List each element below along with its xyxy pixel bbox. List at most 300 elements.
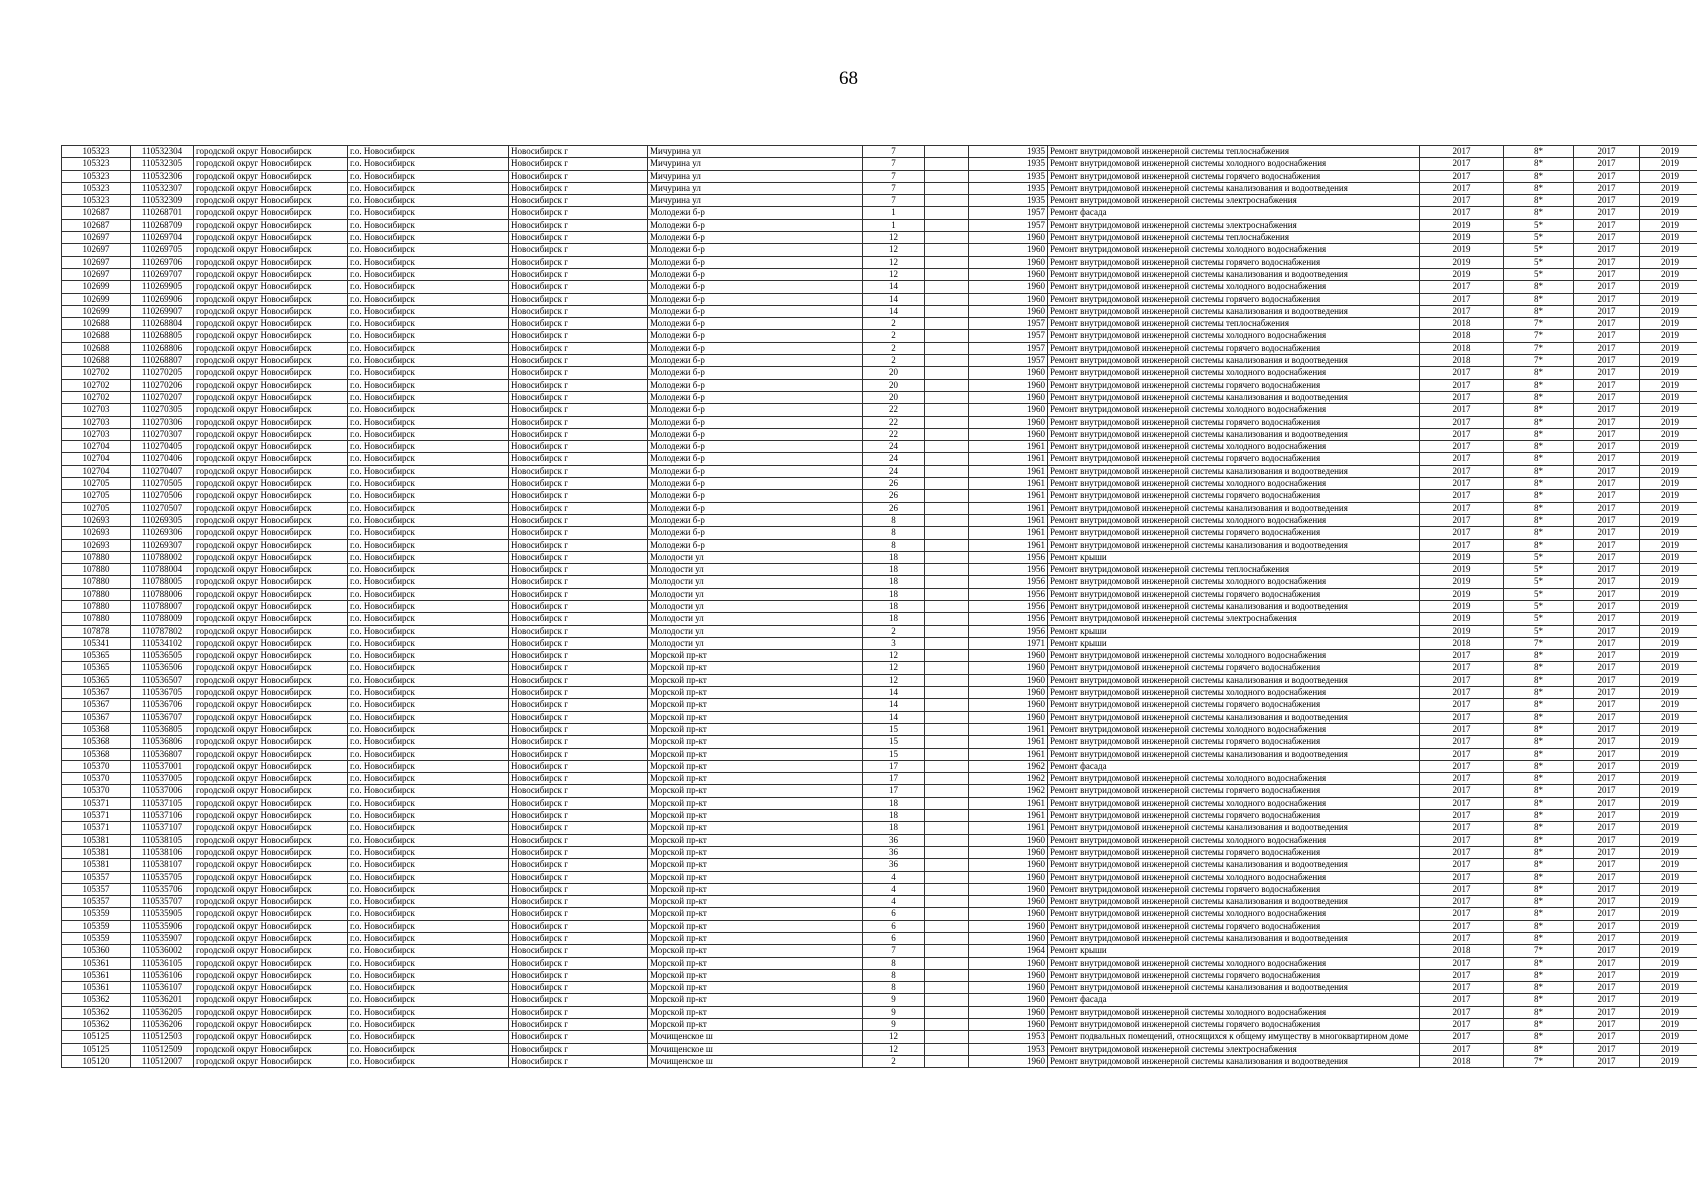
cell-street: Морской пр-кт <box>648 994 863 1006</box>
cell-city: Новосибирск г <box>509 281 648 293</box>
cell-code: 110536506 <box>131 662 194 674</box>
cell-end_year: 2019 <box>1640 982 1697 994</box>
cell-city: Новосибирск г <box>509 318 648 330</box>
cell-term: 5* <box>1504 256 1574 268</box>
cell-work: Ремонт внутридомовой инженерной системы горячего водоснабжения <box>1048 256 1420 268</box>
cell-municipality: городской округ Новосибирск <box>194 711 348 723</box>
cell-building <box>925 945 969 957</box>
cell-end_year: 2019 <box>1640 219 1697 231</box>
cell-house: 12 <box>863 1031 925 1043</box>
cell-start_year: 2017 <box>1574 551 1640 563</box>
cell-house: 14 <box>863 711 925 723</box>
cell-work: Ремонт внутридомовой инженерной системы холодного водоснабжения <box>1048 158 1420 170</box>
cell-street: Мичурина ул <box>648 146 863 158</box>
cell-year: 1960 <box>969 687 1048 699</box>
table-row <box>62 1043 1697 1055</box>
cell-building <box>925 859 969 871</box>
cell-settlement: г.о. Новосибирск <box>348 773 509 785</box>
cell-year: 1957 <box>969 219 1048 231</box>
cell-city: Новосибирск г <box>509 920 648 932</box>
cell-street: Морской пр-кт <box>648 834 863 846</box>
table-row <box>62 355 1697 367</box>
cell-year: 1960 <box>969 1055 1048 1067</box>
cell-municipality: городской округ Новосибирск <box>194 896 348 908</box>
cell-city: Новосибирск г <box>509 428 648 440</box>
cell-year: 1961 <box>969 514 1048 526</box>
cell-end_year: 2019 <box>1640 232 1697 244</box>
cell-end_year: 2019 <box>1640 687 1697 699</box>
cell-year: 1960 <box>969 834 1048 846</box>
cell-id: 105357 <box>62 896 131 908</box>
cell-house: 2 <box>863 342 925 354</box>
cell-year: 1960 <box>969 305 1048 317</box>
cell-code: 110536805 <box>131 723 194 735</box>
cell-municipality: городской округ Новосибирск <box>194 625 348 637</box>
cell-code: 110536806 <box>131 736 194 748</box>
cell-code: 110270506 <box>131 490 194 502</box>
cell-start_year: 2017 <box>1574 244 1640 256</box>
cell-house: 3 <box>863 637 925 649</box>
cell-start_year: 2017 <box>1574 871 1640 883</box>
cell-settlement: г.о. Новосибирск <box>348 736 509 748</box>
cell-work: Ремонт внутридомовой инженерной системы холодного водоснабжения <box>1048 871 1420 883</box>
cell-start_year: 2017 <box>1574 736 1640 748</box>
cell-building <box>925 785 969 797</box>
cell-work: Ремонт внутридомовой инженерной системы горячего водоснабжения <box>1048 736 1420 748</box>
cell-plan_year: 2017 <box>1420 453 1504 465</box>
cell-settlement: г.о. Новосибирск <box>348 699 509 711</box>
cell-end_year: 2019 <box>1640 994 1697 1006</box>
table-row <box>62 391 1697 403</box>
cell-work: Ремонт внутридомовой инженерной системы холодного водоснабжения <box>1048 514 1420 526</box>
cell-id: 105367 <box>62 687 131 699</box>
cell-plan_year: 2017 <box>1420 428 1504 440</box>
cell-work: Ремонт внутридомовой инженерной системы электроснабжения <box>1048 613 1420 625</box>
cell-id: 107880 <box>62 600 131 612</box>
cell-building <box>925 748 969 760</box>
cell-start_year: 2017 <box>1574 650 1640 662</box>
cell-plan_year: 2018 <box>1420 330 1504 342</box>
cell-municipality: городской округ Новосибирск <box>194 957 348 969</box>
cell-street: Молодежи б-р <box>648 232 863 244</box>
cell-city: Новосибирск г <box>509 785 648 797</box>
cell-term: 8* <box>1504 1043 1574 1055</box>
cell-street: Молодежи б-р <box>648 404 863 416</box>
table-row <box>62 146 1697 158</box>
cell-city: Новосибирск г <box>509 244 648 256</box>
cell-house: 26 <box>863 490 925 502</box>
cell-city: Новосибирск г <box>509 945 648 957</box>
cell-building <box>925 760 969 772</box>
cell-house: 4 <box>863 871 925 883</box>
cell-term: 5* <box>1504 588 1574 600</box>
cell-municipality: городской округ Новосибирск <box>194 146 348 158</box>
cell-end_year: 2019 <box>1640 896 1697 908</box>
cell-work: Ремонт внутридомовой инженерной системы холодного водоснабжения <box>1048 687 1420 699</box>
cell-building <box>925 232 969 244</box>
cell-municipality: городской округ Новосибирск <box>194 613 348 625</box>
cell-settlement: г.о. Новосибирск <box>348 822 509 834</box>
cell-house: 8 <box>863 982 925 994</box>
cell-house: 12 <box>863 1043 925 1055</box>
cell-start_year: 2017 <box>1574 268 1640 280</box>
cell-start_year: 2017 <box>1574 588 1640 600</box>
cell-term: 8* <box>1504 207 1574 219</box>
cell-municipality: городской округ Новосибирск <box>194 330 348 342</box>
cell-house: 26 <box>863 478 925 490</box>
cell-code: 110536206 <box>131 1019 194 1031</box>
cell-end_year: 2019 <box>1640 514 1697 526</box>
cell-year: 1960 <box>969 896 1048 908</box>
cell-code: 110536201 <box>131 994 194 1006</box>
cell-id: 105365 <box>62 662 131 674</box>
cell-term: 8* <box>1504 404 1574 416</box>
cell-id: 105368 <box>62 736 131 748</box>
table-row <box>62 588 1697 600</box>
cell-term: 8* <box>1504 736 1574 748</box>
cell-start_year: 2017 <box>1574 1006 1640 1018</box>
cell-house: 8 <box>863 969 925 981</box>
cell-municipality: городской округ Новосибирск <box>194 564 348 576</box>
cell-street: Молодежи б-р <box>648 318 863 330</box>
cell-house: 18 <box>863 600 925 612</box>
cell-code: 110269907 <box>131 305 194 317</box>
cell-municipality: городской округ Новосибирск <box>194 760 348 772</box>
cell-term: 8* <box>1504 416 1574 428</box>
table-row <box>62 453 1697 465</box>
cell-plan_year: 2017 <box>1420 773 1504 785</box>
cell-city: Новосибирск г <box>509 146 648 158</box>
cell-building <box>925 256 969 268</box>
cell-id: 107878 <box>62 625 131 637</box>
cell-building <box>925 1006 969 1018</box>
cell-start_year: 2017 <box>1574 453 1640 465</box>
cell-street: Морской пр-кт <box>648 650 863 662</box>
cell-settlement: г.о. Новосибирск <box>348 453 509 465</box>
cell-year: 1960 <box>969 650 1048 662</box>
cell-code: 110269704 <box>131 232 194 244</box>
table-row <box>62 404 1697 416</box>
cell-municipality: городской округ Новосибирск <box>194 1043 348 1055</box>
cell-municipality: городской округ Новосибирск <box>194 490 348 502</box>
cell-municipality: городской округ Новосибирск <box>194 699 348 711</box>
cell-code: 110787802 <box>131 625 194 637</box>
cell-id: 105323 <box>62 146 131 158</box>
cell-municipality: городской округ Новосибирск <box>194 982 348 994</box>
cell-end_year: 2019 <box>1640 797 1697 809</box>
cell-code: 110538106 <box>131 846 194 858</box>
table-row <box>62 1019 1697 1031</box>
table-row <box>62 933 1697 945</box>
cell-plan_year: 2017 <box>1420 404 1504 416</box>
cell-building <box>925 158 969 170</box>
cell-house: 9 <box>863 1006 925 1018</box>
cell-end_year: 2019 <box>1640 281 1697 293</box>
cell-municipality: городской округ Новосибирск <box>194 1006 348 1018</box>
cell-work: Ремонт внутридомовой инженерной системы канализования и водоотведения <box>1048 1055 1420 1067</box>
cell-plan_year: 2018 <box>1420 318 1504 330</box>
cell-end_year: 2019 <box>1640 330 1697 342</box>
cell-year: 1935 <box>969 195 1048 207</box>
cell-code: 110269307 <box>131 539 194 551</box>
cell-settlement: г.о. Новосибирск <box>348 318 509 330</box>
cell-year: 1960 <box>969 957 1048 969</box>
cell-house: 36 <box>863 834 925 846</box>
cell-term: 8* <box>1504 281 1574 293</box>
cell-building <box>925 478 969 490</box>
cell-city: Новосибирск г <box>509 982 648 994</box>
cell-year: 1964 <box>969 945 1048 957</box>
cell-end_year: 2019 <box>1640 1043 1697 1055</box>
cell-term: 8* <box>1504 514 1574 526</box>
cell-start_year: 2017 <box>1574 256 1640 268</box>
cell-plan_year: 2019 <box>1420 232 1504 244</box>
cell-start_year: 2017 <box>1574 969 1640 981</box>
cell-municipality: городской округ Новосибирск <box>194 158 348 170</box>
table-row <box>62 293 1697 305</box>
cell-start_year: 2017 <box>1574 305 1640 317</box>
cell-term: 8* <box>1504 367 1574 379</box>
cell-term: 8* <box>1504 195 1574 207</box>
cell-work: Ремонт внутридомовой инженерной системы холодного водоснабжения <box>1048 441 1420 453</box>
cell-settlement: г.о. Новосибирск <box>348 551 509 563</box>
cell-year: 1953 <box>969 1043 1048 1055</box>
cell-house: 2 <box>863 318 925 330</box>
cell-city: Новосибирск г <box>509 957 648 969</box>
cell-code: 110537106 <box>131 810 194 822</box>
cell-work: Ремонт внутридомовой инженерной системы канализования и водоотведения <box>1048 748 1420 760</box>
cell-municipality: городской округ Новосибирск <box>194 723 348 735</box>
cell-work: Ремонт внутридомовой инженерной системы горячего водоснабжения <box>1048 416 1420 428</box>
cell-street: Молодежи б-р <box>648 502 863 514</box>
cell-municipality: городской округ Новосибирск <box>194 600 348 612</box>
cell-work: Ремонт внутридомовой инженерной системы канализования и водоотведения <box>1048 465 1420 477</box>
cell-end_year: 2019 <box>1640 428 1697 440</box>
cell-year: 1961 <box>969 465 1048 477</box>
cell-end_year: 2019 <box>1640 170 1697 182</box>
cell-work: Ремонт внутридомовой инженерной системы холодного водоснабжения <box>1048 330 1420 342</box>
cell-municipality: городской округ Новосибирск <box>194 342 348 354</box>
cell-code: 110270205 <box>131 367 194 379</box>
cell-term: 7* <box>1504 342 1574 354</box>
cell-start_year: 2017 <box>1574 391 1640 403</box>
cell-plan_year: 2019 <box>1420 625 1504 637</box>
cell-city: Новосибирск г <box>509 1031 648 1043</box>
cell-city: Новосибирск г <box>509 859 648 871</box>
cell-municipality: городской округ Новосибирск <box>194 170 348 182</box>
cell-work: Ремонт внутридомовой инженерной системы холодного водоснабжения <box>1048 957 1420 969</box>
table-row <box>62 613 1697 625</box>
cell-house: 12 <box>863 256 925 268</box>
cell-city: Новосибирск г <box>509 625 648 637</box>
cell-street: Молодежи б-р <box>648 465 863 477</box>
cell-building <box>925 662 969 674</box>
cell-street: Молодежи б-р <box>648 416 863 428</box>
cell-municipality: городской округ Новосибирск <box>194 256 348 268</box>
cell-id: 107880 <box>62 564 131 576</box>
cell-term: 8* <box>1504 527 1574 539</box>
cell-code: 110268701 <box>131 207 194 219</box>
cell-municipality: городской округ Новосибирск <box>194 662 348 674</box>
cell-street: Молодежи б-р <box>648 256 863 268</box>
cell-start_year: 2017 <box>1574 773 1640 785</box>
table-row <box>62 1006 1697 1018</box>
cell-end_year: 2019 <box>1640 650 1697 662</box>
table-row <box>62 281 1697 293</box>
cell-municipality: городской округ Новосибирск <box>194 773 348 785</box>
cell-settlement: г.о. Новосибирск <box>348 379 509 391</box>
cell-end_year: 2019 <box>1640 613 1697 625</box>
cell-end_year: 2019 <box>1640 588 1697 600</box>
cell-code: 110270407 <box>131 465 194 477</box>
cell-house: 8 <box>863 514 925 526</box>
cell-plan_year: 2017 <box>1420 674 1504 686</box>
cell-year: 1935 <box>969 170 1048 182</box>
cell-term: 7* <box>1504 637 1574 649</box>
cell-year: 1935 <box>969 158 1048 170</box>
cell-city: Новосибирск г <box>509 330 648 342</box>
cell-year: 1960 <box>969 674 1048 686</box>
cell-house: 2 <box>863 330 925 342</box>
cell-city: Новосибирск г <box>509 846 648 858</box>
cell-start_year: 2017 <box>1574 219 1640 231</box>
cell-building <box>925 933 969 945</box>
cell-code: 110536507 <box>131 674 194 686</box>
cell-code: 110270305 <box>131 404 194 416</box>
cell-work: Ремонт внутридомовой инженерной системы холодного водоснабжения <box>1048 723 1420 735</box>
cell-start_year: 2017 <box>1574 613 1640 625</box>
cell-building <box>925 564 969 576</box>
cell-settlement: г.о. Новосибирск <box>348 662 509 674</box>
cell-municipality: городской округ Новосибирск <box>194 305 348 317</box>
cell-street: Морской пр-кт <box>648 822 863 834</box>
cell-municipality: городской округ Новосибирск <box>194 281 348 293</box>
cell-house: 12 <box>863 268 925 280</box>
cell-work: Ремонт подвальных помещений, относящихся к общему имуществу в многоквартирном доме <box>1048 1031 1420 1043</box>
cell-code: 110788005 <box>131 576 194 588</box>
cell-start_year: 2017 <box>1574 908 1640 920</box>
cell-house: 7 <box>863 146 925 158</box>
cell-city: Новосибирск г <box>509 453 648 465</box>
cell-house: 14 <box>863 281 925 293</box>
cell-end_year: 2019 <box>1640 539 1697 551</box>
table-row <box>62 859 1697 871</box>
cell-building <box>925 723 969 735</box>
cell-id: 105361 <box>62 957 131 969</box>
cell-house: 24 <box>863 441 925 453</box>
cell-start_year: 2017 <box>1574 146 1640 158</box>
table-row <box>62 158 1697 170</box>
cell-end_year: 2019 <box>1640 207 1697 219</box>
cell-municipality: городской округ Новосибирск <box>194 1031 348 1043</box>
cell-end_year: 2019 <box>1640 490 1697 502</box>
cell-term: 8* <box>1504 908 1574 920</box>
cell-settlement: г.о. Новосибирск <box>348 637 509 649</box>
cell-house: 1 <box>863 207 925 219</box>
cell-code: 110269705 <box>131 244 194 256</box>
cell-start_year: 2017 <box>1574 994 1640 1006</box>
cell-city: Новосибирск г <box>509 834 648 846</box>
cell-building <box>925 305 969 317</box>
cell-work: Ремонт внутридомовой инженерной системы канализования и водоотведения <box>1048 674 1420 686</box>
cell-start_year: 2017 <box>1574 441 1640 453</box>
cell-work: Ремонт внутридомовой инженерной системы холодного водоснабжения <box>1048 478 1420 490</box>
cell-house: 18 <box>863 576 925 588</box>
table-row <box>62 846 1697 858</box>
cell-year: 1961 <box>969 453 1048 465</box>
cell-end_year: 2019 <box>1640 711 1697 723</box>
cell-start_year: 2017 <box>1574 207 1640 219</box>
cell-plan_year: 2019 <box>1420 564 1504 576</box>
cell-year: 1960 <box>969 1006 1048 1018</box>
cell-work: Ремонт крыши <box>1048 551 1420 563</box>
table-row <box>62 576 1697 588</box>
cell-year: 1960 <box>969 662 1048 674</box>
cell-house: 36 <box>863 846 925 858</box>
cell-city: Новосибирск г <box>509 637 648 649</box>
cell-work: Ремонт внутридомовой инженерной системы холодного водоснабжения <box>1048 576 1420 588</box>
cell-plan_year: 2017 <box>1420 822 1504 834</box>
cell-end_year: 2019 <box>1640 342 1697 354</box>
cell-id: 102703 <box>62 404 131 416</box>
cell-plan_year: 2017 <box>1420 760 1504 772</box>
cell-building <box>925 982 969 994</box>
cell-id: 102697 <box>62 244 131 256</box>
table-row <box>62 760 1697 772</box>
cell-end_year: 2019 <box>1640 453 1697 465</box>
cell-code: 110532304 <box>131 146 194 158</box>
cell-id: 105365 <box>62 674 131 686</box>
cell-id: 102699 <box>62 293 131 305</box>
cell-city: Новосибирск г <box>509 195 648 207</box>
cell-end_year: 2019 <box>1640 1031 1697 1043</box>
cell-id: 107880 <box>62 613 131 625</box>
cell-building <box>925 810 969 822</box>
cell-city: Новосибирск г <box>509 256 648 268</box>
cell-work: Ремонт внутридомовой инженерной системы горячего водоснабжения <box>1048 920 1420 932</box>
cell-id: 105381 <box>62 834 131 846</box>
cell-settlement: г.о. Новосибирск <box>348 576 509 588</box>
cell-building <box>925 736 969 748</box>
cell-start_year: 2017 <box>1574 490 1640 502</box>
cell-settlement: г.о. Новосибирск <box>348 613 509 625</box>
cell-term: 5* <box>1504 625 1574 637</box>
cell-year: 1961 <box>969 748 1048 760</box>
cell-city: Новосибирск г <box>509 158 648 170</box>
cell-municipality: городской округ Новосибирск <box>194 908 348 920</box>
cell-work: Ремонт внутридомовой инженерной системы канализования и водоотведения <box>1048 502 1420 514</box>
cell-settlement: г.о. Новосибирск <box>348 391 509 403</box>
cell-year: 1960 <box>969 969 1048 981</box>
cell-street: Молодежи б-р <box>648 490 863 502</box>
cell-municipality: городской округ Новосибирск <box>194 576 348 588</box>
cell-building <box>925 1019 969 1031</box>
cell-city: Новосибирск г <box>509 588 648 600</box>
cell-house: 18 <box>863 564 925 576</box>
cell-code: 110788004 <box>131 564 194 576</box>
cell-building <box>925 637 969 649</box>
table-row <box>62 527 1697 539</box>
cell-code: 110535906 <box>131 920 194 932</box>
cell-year: 1935 <box>969 182 1048 194</box>
cell-street: Молодежи б-р <box>648 539 863 551</box>
cell-id: 102702 <box>62 367 131 379</box>
cell-term: 8* <box>1504 490 1574 502</box>
cell-plan_year: 2017 <box>1420 810 1504 822</box>
cell-term: 8* <box>1504 305 1574 317</box>
cell-settlement: г.о. Новосибирск <box>348 785 509 797</box>
cell-end_year: 2019 <box>1640 1055 1697 1067</box>
